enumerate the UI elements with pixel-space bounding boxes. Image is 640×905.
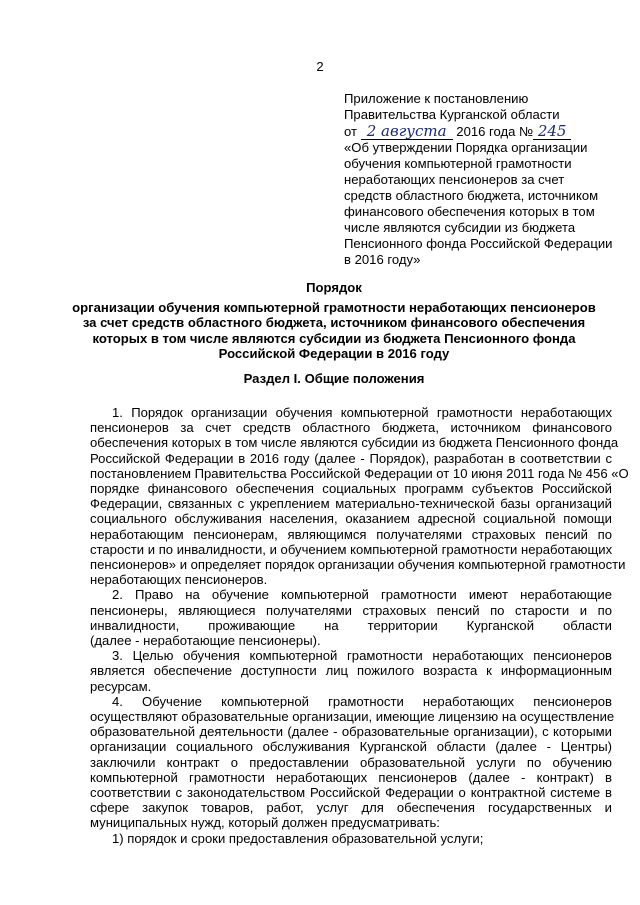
year-text: 2016 года № bbox=[456, 124, 534, 139]
text-line: 2. Право на обучение компьютерной грамотности имеют неработающие bbox=[112, 587, 612, 603]
paragraph-2 bbox=[90, 587, 612, 648]
paragraph-4 bbox=[90, 693, 615, 831]
appendix-block bbox=[344, 91, 616, 268]
text-line: Российской Федерации в 2016 году (далее - Порядок), разработан в соответствии с bbox=[90, 450, 612, 466]
appendix-line: «Об утверждении Порядка организации bbox=[344, 140, 588, 155]
text-line: является обеспечение доступности лиц пожилого возраста к информационным bbox=[90, 663, 612, 679]
appendix-line: обучения компьютерной грамотности bbox=[344, 156, 572, 171]
appendix-line: Приложение к постановлению bbox=[344, 91, 529, 106]
appendix-line: средств областного бюджета, источником bbox=[344, 188, 599, 203]
text-line: порядке финансового обеспечения социальных программ субъектов Российской bbox=[90, 481, 612, 497]
text-line: Федерации, связанных с укреплением материально-технической базы организаций bbox=[90, 496, 612, 512]
text-line: образовательной деятельности (далее - образовательные организации), с которыми bbox=[90, 724, 612, 740]
text-line: пенсионеров» и определяет порядок организации обучения компьютерной грамотности bbox=[90, 557, 626, 573]
title-line: Российской Федерации в 2016 году bbox=[218, 346, 450, 362]
text-line: пенсионеры, являющиеся получателями страховых пенсий по старости и по bbox=[90, 602, 612, 618]
text-line: социального обслуживания населения, оказанием адресной социальной помощи bbox=[90, 511, 612, 527]
text-line: неработающих пенсионеров. bbox=[90, 572, 268, 588]
paragraph-3 bbox=[90, 648, 612, 694]
list-item-1 bbox=[90, 831, 612, 846]
appendix-line: числе являются субсидии из бюджета bbox=[344, 220, 576, 235]
handwritten-number: 245 bbox=[533, 123, 571, 140]
document-body bbox=[90, 405, 629, 846]
text-line: старости и по инвалидности, и обучением компьютерной грамотности неработающих bbox=[90, 541, 613, 557]
appendix-line: неработающих пенсионеров за счет bbox=[344, 172, 565, 187]
date-prefix: от bbox=[344, 124, 357, 139]
section-heading: Раздел I. Общие положения bbox=[243, 371, 425, 386]
text-line: (далее - неработающие пенсионеры). bbox=[90, 633, 321, 649]
title-main: Порядок bbox=[306, 280, 362, 295]
text-line: 1) порядок и сроки предоставления образовательной услуги; bbox=[112, 830, 484, 846]
appendix-line: в 2016 году» bbox=[344, 252, 421, 267]
text-line: постановлением Правительства Российской Федерации от 10 июня 2011 года № 456 «О bbox=[90, 465, 629, 481]
text-line: осуществляют образовательные организации, имеющие лицензию на осуществление bbox=[90, 709, 615, 725]
text-line: пенсионеров за счет средств областного бюджета, источником финансового bbox=[90, 420, 612, 436]
appendix-line: финансового обеспечения которых в том bbox=[344, 204, 595, 219]
text-line: 4. Обучение компьютерной грамотности неработающих пенсионеров bbox=[112, 693, 612, 709]
appendix-line: Пенсионного фонда Российской Федерации bbox=[344, 236, 613, 251]
text-line: заключили контракт о предоставлении образовательной услуги по обучению bbox=[90, 754, 612, 770]
document-title bbox=[70, 280, 598, 362]
text-line: неработающим пенсионерам, являющимся получателями страховых пенсий по bbox=[90, 526, 612, 542]
appendix-date-line bbox=[344, 123, 616, 140]
text-line: компьютерной грамотности неработающих пенсионеров (далее - контракт) в bbox=[90, 769, 612, 785]
appendix-line: Правительства Курганской области bbox=[344, 107, 560, 122]
text-line: соответствии с законодательством Российской Федерации о контрактной системе в bbox=[90, 785, 612, 801]
page-number: 2 bbox=[316, 59, 324, 74]
title-line: которых в том числе являются субсидии из бюджета Пенсионного фонда bbox=[92, 330, 576, 346]
title-line: за счет средств областного бюджета, источником финансового обеспечения bbox=[82, 315, 586, 331]
text-line: сфере закупок товаров, работ, услуг для обеспечения государственных и bbox=[90, 800, 612, 816]
handwritten-date: 2 августа bbox=[361, 123, 453, 140]
text-line: организации социального обслуживания Курганской области (далее - Центры) bbox=[90, 739, 612, 755]
text-line: 1. Порядок организации обучения компьютерной грамотности неработающих bbox=[112, 405, 612, 420]
text-line: инвалидности, проживающие на территории Курганской области bbox=[90, 617, 612, 633]
title-line: организации обучения компьютерной грамотности неработающих пенсионеров bbox=[72, 299, 596, 315]
paragraph-1 bbox=[90, 405, 629, 588]
text-line: ресурсам. bbox=[90, 678, 152, 694]
text-line: 3. Целью обучения компьютерной грамотности неработающих пенсионеров bbox=[112, 648, 612, 664]
text-line: обеспечения которых в том числе являются субсидии из бюджета Пенсионного фонда bbox=[90, 435, 619, 451]
text-line: муниципальных нужд, который должен предусматривать: bbox=[90, 815, 440, 831]
